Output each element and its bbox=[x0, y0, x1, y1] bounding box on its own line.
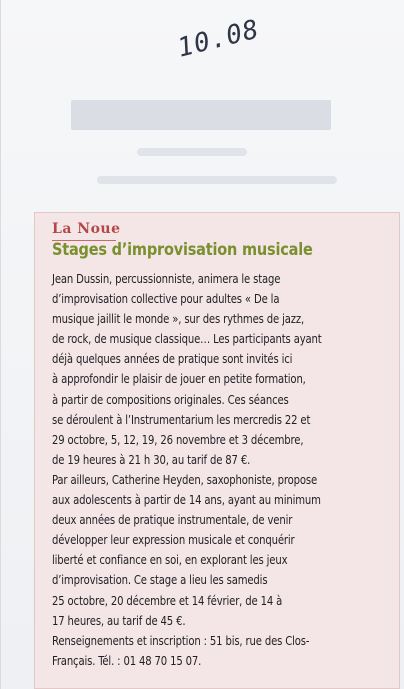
article-line: développer leur expression musicale et conquérir bbox=[52, 533, 295, 548]
article-line: Par ailleurs, Catherine Heyden, saxophoniste, propose bbox=[52, 473, 317, 488]
article-title: Stages d’improvisation musicale bbox=[52, 241, 313, 260]
article-line: déjà quelques années de pratique sont invités ici bbox=[52, 352, 293, 367]
article-line: aux adolescents à partir de 14 ans, ayant au minimum bbox=[52, 493, 321, 508]
article-line: 17 heures, au tarif de 45 €. bbox=[52, 614, 186, 629]
article-rubric: La Noue bbox=[52, 221, 121, 237]
article-line: liberté et confiance en soi, en explorant les jeux bbox=[52, 553, 288, 568]
article-line: d’improvisation collective pour adultes « De la bbox=[52, 292, 280, 307]
bleed-through-banner bbox=[71, 100, 331, 130]
article-line: 29 octobre, 5, 12, 19, 26 novembre et 3 décembre, bbox=[52, 433, 304, 448]
handwritten-date-note: 10.08 bbox=[174, 14, 263, 64]
article-line: se déroulent à l’Instrumentarium les mercredis 22 et bbox=[52, 413, 311, 428]
bleed-through-line bbox=[97, 176, 337, 184]
article-body bbox=[52, 270, 397, 672]
bleed-through-line bbox=[137, 148, 247, 156]
article-line: musique jaillit le monde », sur des rythmes de jazz, bbox=[52, 312, 305, 327]
article-clipping bbox=[34, 212, 400, 689]
article-line: à approfondir le plaisir de jouer en petite formation, bbox=[52, 372, 306, 387]
article-line: Jean Dussin, percussionniste, animera le stage bbox=[52, 272, 281, 287]
article-line: Renseignements et inscription : 51 bis, rue des Clos- bbox=[52, 634, 310, 649]
article-line: de rock, de musique classique… Les participants ayant bbox=[52, 332, 322, 347]
bleed-through-background bbox=[27, 96, 347, 216]
article-line: 25 octobre, 20 décembre et 14 février, de 14 à bbox=[52, 593, 283, 608]
article-line: Français. Tél. : 01 48 70 15 07. bbox=[52, 654, 202, 669]
article-line: de 19 heures à 21 h 30, au tarif de 87 €. bbox=[52, 453, 251, 468]
article-line: deux années de pratique instrumentale, de venir bbox=[52, 513, 293, 528]
article-line: à partir de compositions originales. Ces séances bbox=[52, 392, 289, 408]
article-line: d’improvisation. Ce stage a lieu les samedis bbox=[52, 573, 268, 588]
